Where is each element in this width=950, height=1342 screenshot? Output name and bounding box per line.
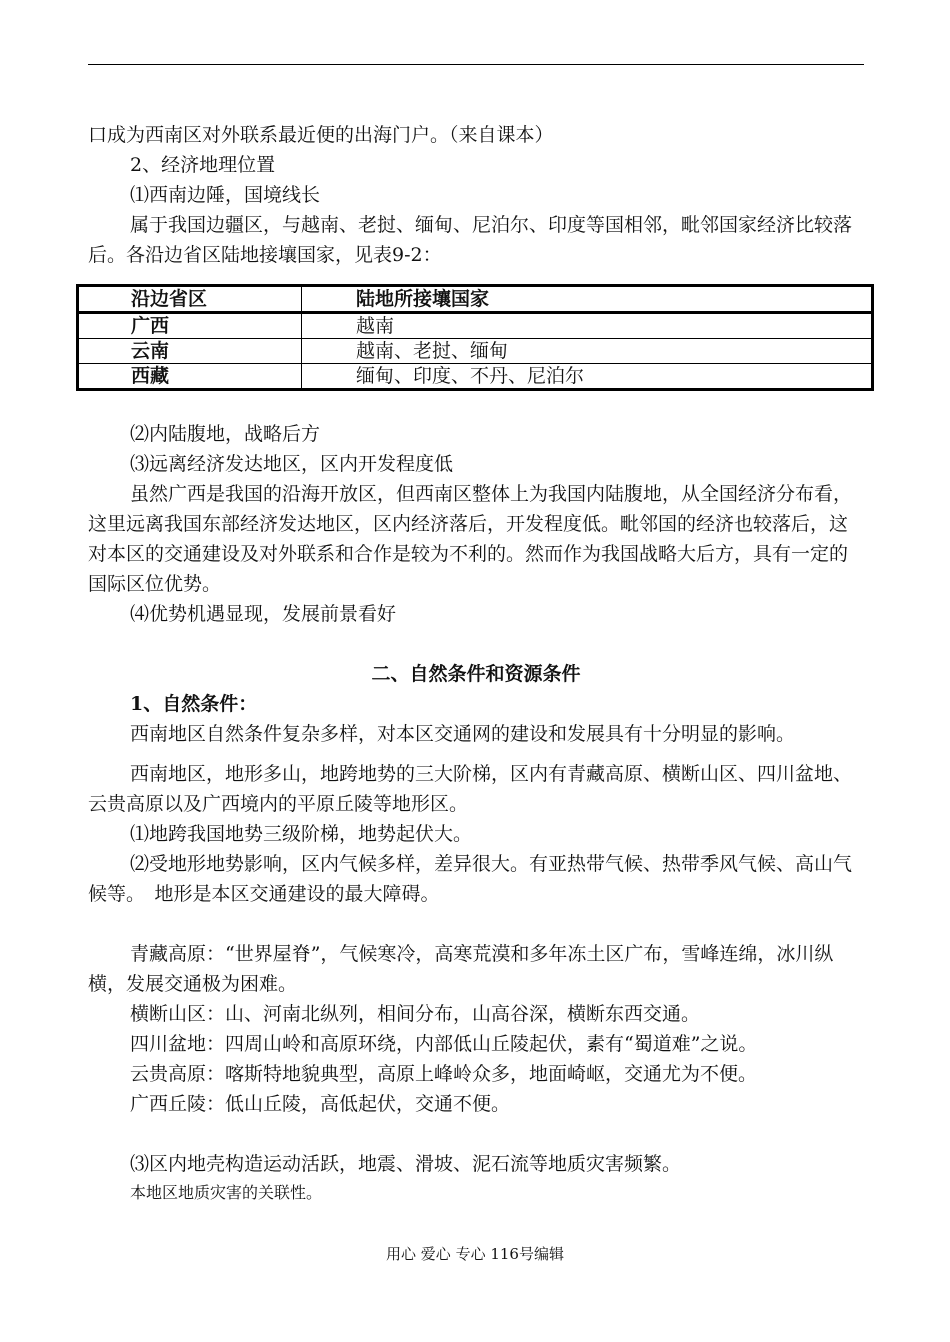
- paragraph: 西南地区自然条件复杂多样，对本区交通网的建设和发展具有十分明显的影响。: [130, 723, 796, 745]
- region-guangxi: 广西丘陵：低山丘陵，高低起伏，交通不便。: [130, 1093, 511, 1115]
- point-2: ⑵受地形地势影响，区内气候多样，差异很大。有亚热带气候、热带季风气候、高山气候等。 地形是本区交通建设的最大障碍。: [88, 853, 853, 905]
- table-row: [78, 339, 873, 364]
- table-cell-province: 云南: [78, 339, 302, 364]
- point-4: ⑷优势机遇显现，发展前景看好: [130, 603, 397, 625]
- point-1: ⑴西南边陲，国境线长: [130, 184, 321, 206]
- point-3: ⑶区内地壳构造运动活跃，地震、滑坡、泥石流等地质灾害频繁。: [130, 1153, 682, 1175]
- table-cell-province: 广西: [78, 313, 302, 339]
- paragraph: 口成为西南区对外联系最近便的出海门户。（来自课本）: [88, 124, 554, 146]
- paragraph: 西南地区，地形多山，地跨地势的三大阶梯，区内有青藏高原、横断山区、四川盆地、云贵高原以及广西境内的平原丘陵等地形区。: [88, 763, 853, 815]
- point-1: ⑴地跨我国地势三级阶梯，地势起伏大。: [130, 823, 473, 845]
- table-cell-countries: 越南、老挝、缅甸: [302, 339, 873, 364]
- region-sichuan: 四川盆地：四周山岭和高原环绕，内部低山丘陵起伏，素有“蜀道难”之说。: [130, 1033, 758, 1055]
- table-row: [78, 313, 873, 339]
- page-footer: 用心 爱心 专心 116号编辑: [386, 1245, 564, 1263]
- paragraph: 虽然广西是我国的沿海开放区，但西南区整体上为我国内陆腹地，从全国经济分布看，这里远离我国东部经济发达地区，区内经济落后，开发程度低。毗邻国的经济也较落后，这对本区的交通建设及对外联系和合作是较为不利的。然而作为我国战略大后方，具有一定的国际区位优势。: [88, 483, 853, 595]
- border-provinces-table: [76, 284, 874, 391]
- page-content: [88, 120, 864, 1207]
- table-cell-countries: 缅甸、印度、不丹、尼泊尔: [302, 364, 873, 390]
- table-header-row: [78, 286, 873, 313]
- table-header-cell: 陆地所接壤国家: [302, 286, 873, 313]
- header-rule: [88, 64, 864, 65]
- table-cell-province: 西藏: [78, 364, 302, 390]
- table-row: [78, 364, 873, 390]
- point-2: ⑵内陆腹地，战略后方: [130, 423, 321, 445]
- region-qingzang: 青藏高原：“世界屋脊”，气候寒冷，高寒荒漠和多年冻土区广布，雪峰连绵，冰川纵横，发展交通极为困难。: [88, 943, 834, 995]
- section-title: 二、自然条件和资源条件: [371, 663, 581, 685]
- region-yungui: 云贵高原：喀斯特地貌典型，高原上峰岭众多，地面崎岖，交通尤为不便。: [130, 1063, 758, 1085]
- note: 本地区地质灾害的关联性。: [130, 1183, 323, 1202]
- table-cell-countries: 越南: [302, 313, 873, 339]
- heading-economic-location: 2、经济地理位置: [130, 154, 276, 176]
- paragraph: 属于我国边疆区，与越南、老挝、缅甸、尼泊尔、印度等国相邻，毗邻国家经济比较落后。各沿边省区陆地接壤国家，见表9-2：: [88, 214, 853, 266]
- point-3: ⑶远离经济发达地区，区内开发程度低: [130, 453, 454, 475]
- region-hengduan: 横断山区：山、河南北纵列，相间分布，山高谷深，横断东西交通。: [130, 1003, 701, 1025]
- table-header-cell: 沿边省区: [78, 286, 302, 313]
- subsection-title: 1、自然条件：: [130, 693, 258, 715]
